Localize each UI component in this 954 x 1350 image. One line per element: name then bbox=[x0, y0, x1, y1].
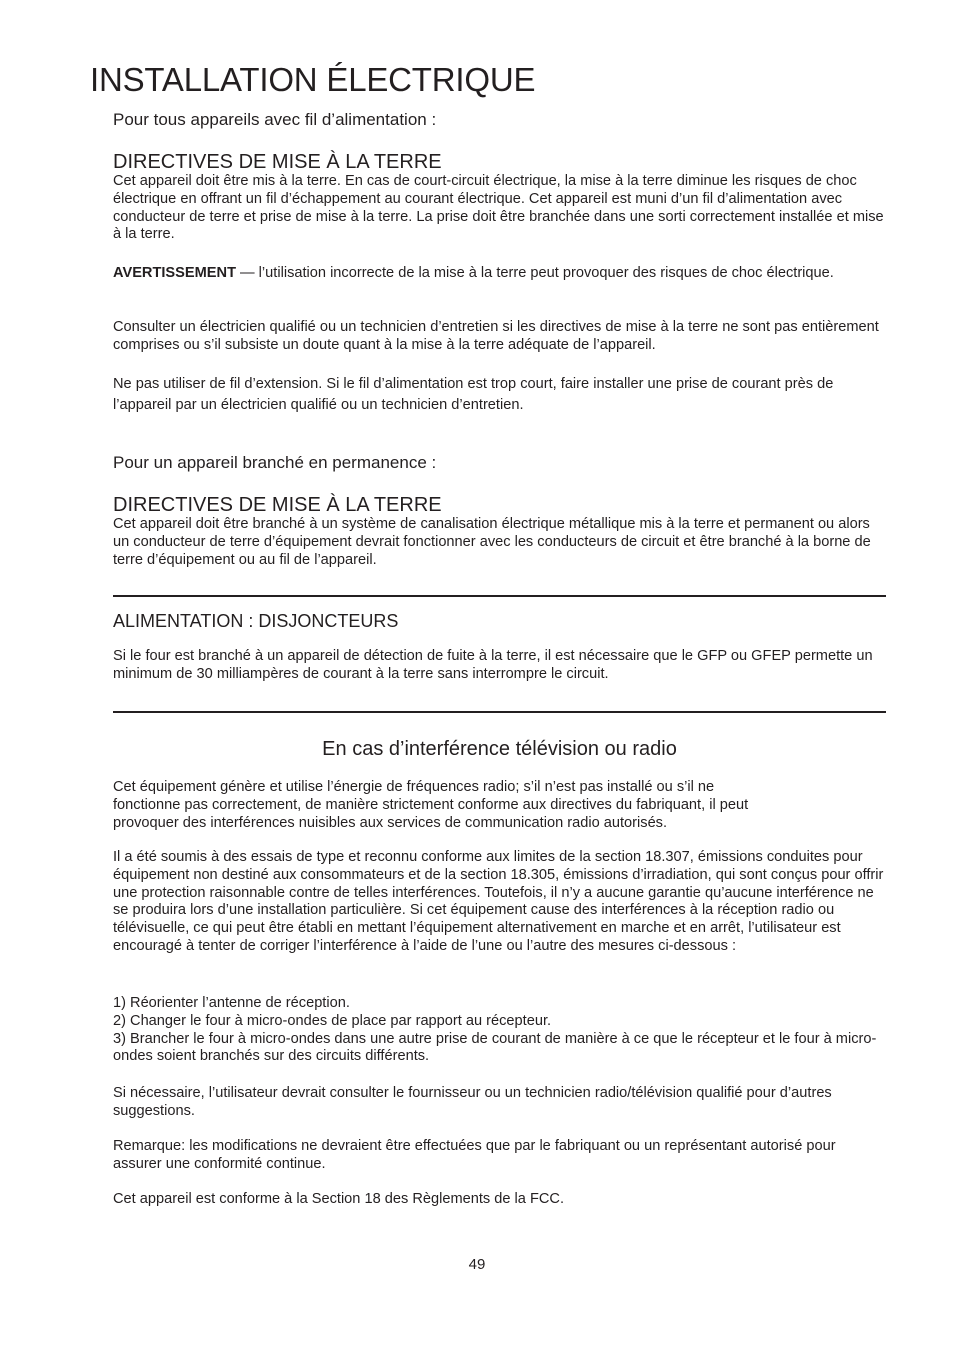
warning-label: AVERTISSEMENT bbox=[113, 265, 236, 281]
page-title: INSTALLATION ÉLECTRIQUE bbox=[90, 61, 536, 98]
list-item: 1) Réorienter l’antenne de réception. bbox=[113, 995, 350, 1011]
section-intro: Pour un appareil branché en permanence : bbox=[113, 453, 437, 472]
interference-paragraph: Cet équipement génère et utilise l’énergie de fréquences radio; s’il n’est pas installé ou s’il ne fonctionne pas correctement, de manière strictement conforme aux directives du fabriquant, il peut provoquer des interférences nuisibles aux services de communication radio autorisés. bbox=[113, 779, 749, 831]
section-heading: DIRECTIVES DE MISE À LA TERRE bbox=[113, 494, 442, 516]
list-item: 2) Changer le four à micro-ondes de place par rapport au récepteur. bbox=[113, 1012, 552, 1029]
section-heading: ALIMENTATION : DISJONCTEURS bbox=[113, 611, 399, 631]
measures-list bbox=[113, 995, 888, 1066]
section-intro: Pour tous appareils avec fil d’alimentation : bbox=[113, 110, 437, 129]
consult-paragraph: Consulter un électricien qualifié ou un technicien d’entretien si les directives de mise à la terre ne sont pas entièrement comprises ou s’il subsiste un doute quant à la mise à la terre adéquate de l’appareil. bbox=[113, 319, 879, 353]
warning-text: — l’utilisation incorrecte de la mise à la terre peut provoquer des risques de choc électrique. bbox=[235, 265, 834, 281]
section-heading: DIRECTIVES DE MISE À LA TERRE bbox=[113, 151, 442, 173]
extension-paragraph: Ne pas utiliser de fil d’extension. Si le fil d’alimentation est trop court, faire installer une prise de courant près de l’appareil par un électricien qualifié ou un technicien d’entretien. bbox=[113, 376, 834, 413]
divider bbox=[113, 711, 886, 713]
section-heading: En cas d’interférence télévision ou radio bbox=[322, 738, 677, 760]
warning-paragraph bbox=[113, 265, 888, 283]
suggestion-paragraph: Si nécessaire, l’utilisateur devrait consulter le fournisseur ou un technicien radio/télévision qualifié pour d’autres suggestions. bbox=[113, 1085, 832, 1119]
grounding-paragraph: Cet appareil doit être mis à la terre. En cas de court-circuit électrique, la mise à la terre diminue les risques de choc électrique en offrant un fil d’échappement au courant électrique. Cet appareil est muni d’un fil d’alimentation avec conducteur de terre et prise de mise à la terre. La prise doit être branchée dans une sorti correctement installée et mise à la terre. bbox=[113, 173, 884, 243]
divider bbox=[113, 595, 886, 597]
permanent-grounding-paragraph: Cet appareil doit être branché à un système de canalisation électrique métallique mis à la terre et permanent ou alors un conducteur de terre d’équipement devrait fonctionner avec les conducteurs de circuit et être branché à la borne de terre d’équipement ou au fil de l’appareil. bbox=[113, 516, 871, 568]
breaker-paragraph: Si le four est branché à un appareil de détection de fuite à la terre, il est nécessaire que le GFP ou GFEP permette un minimum de 30 milliampères de courant à la terre sans interrompre le circuit. bbox=[113, 648, 873, 682]
conformity-paragraph: Cet appareil est conforme à la Section 18 des Règlements de la FCC. bbox=[113, 1191, 565, 1207]
remark-paragraph: Remarque: les modifications ne devraient être effectuées que par le fabriquant ou un représentant autorisé pour assurer une conformité continue. bbox=[113, 1138, 836, 1172]
page-number: 49 bbox=[468, 1256, 486, 1273]
compliance-paragraph: Il a été soumis à des essais de type et reconnu conforme aux limites de la section 18.307, émissions conduites pour équipement non destiné aux consommateurs et de la section 18.305, émissions d’irradiation, qui sont conçus pour offrir une protection raisonnable contre de telles interférences. Toutefois, il n’y a aucune garantie qu’aucune interférence ne se produira lors d’une installation particulière. Si cet équipement cause des interférences à la réception radio ou télévisuelle, ce qui peut être établi en mettant l’équipement alternativement en marche et en arrêt, l’utilisateur est encouragé à tenter de corriger l’interférence à l’aide de l’une ou l’autre des mesures ci-dessous : bbox=[113, 849, 884, 954]
list-item: 3) Brancher le four à micro-ondes dans une autre prise de courant de manière à ce que le récepteur et le four à micro-ondes soient branchés sur des circuits différents. bbox=[113, 1030, 877, 1065]
